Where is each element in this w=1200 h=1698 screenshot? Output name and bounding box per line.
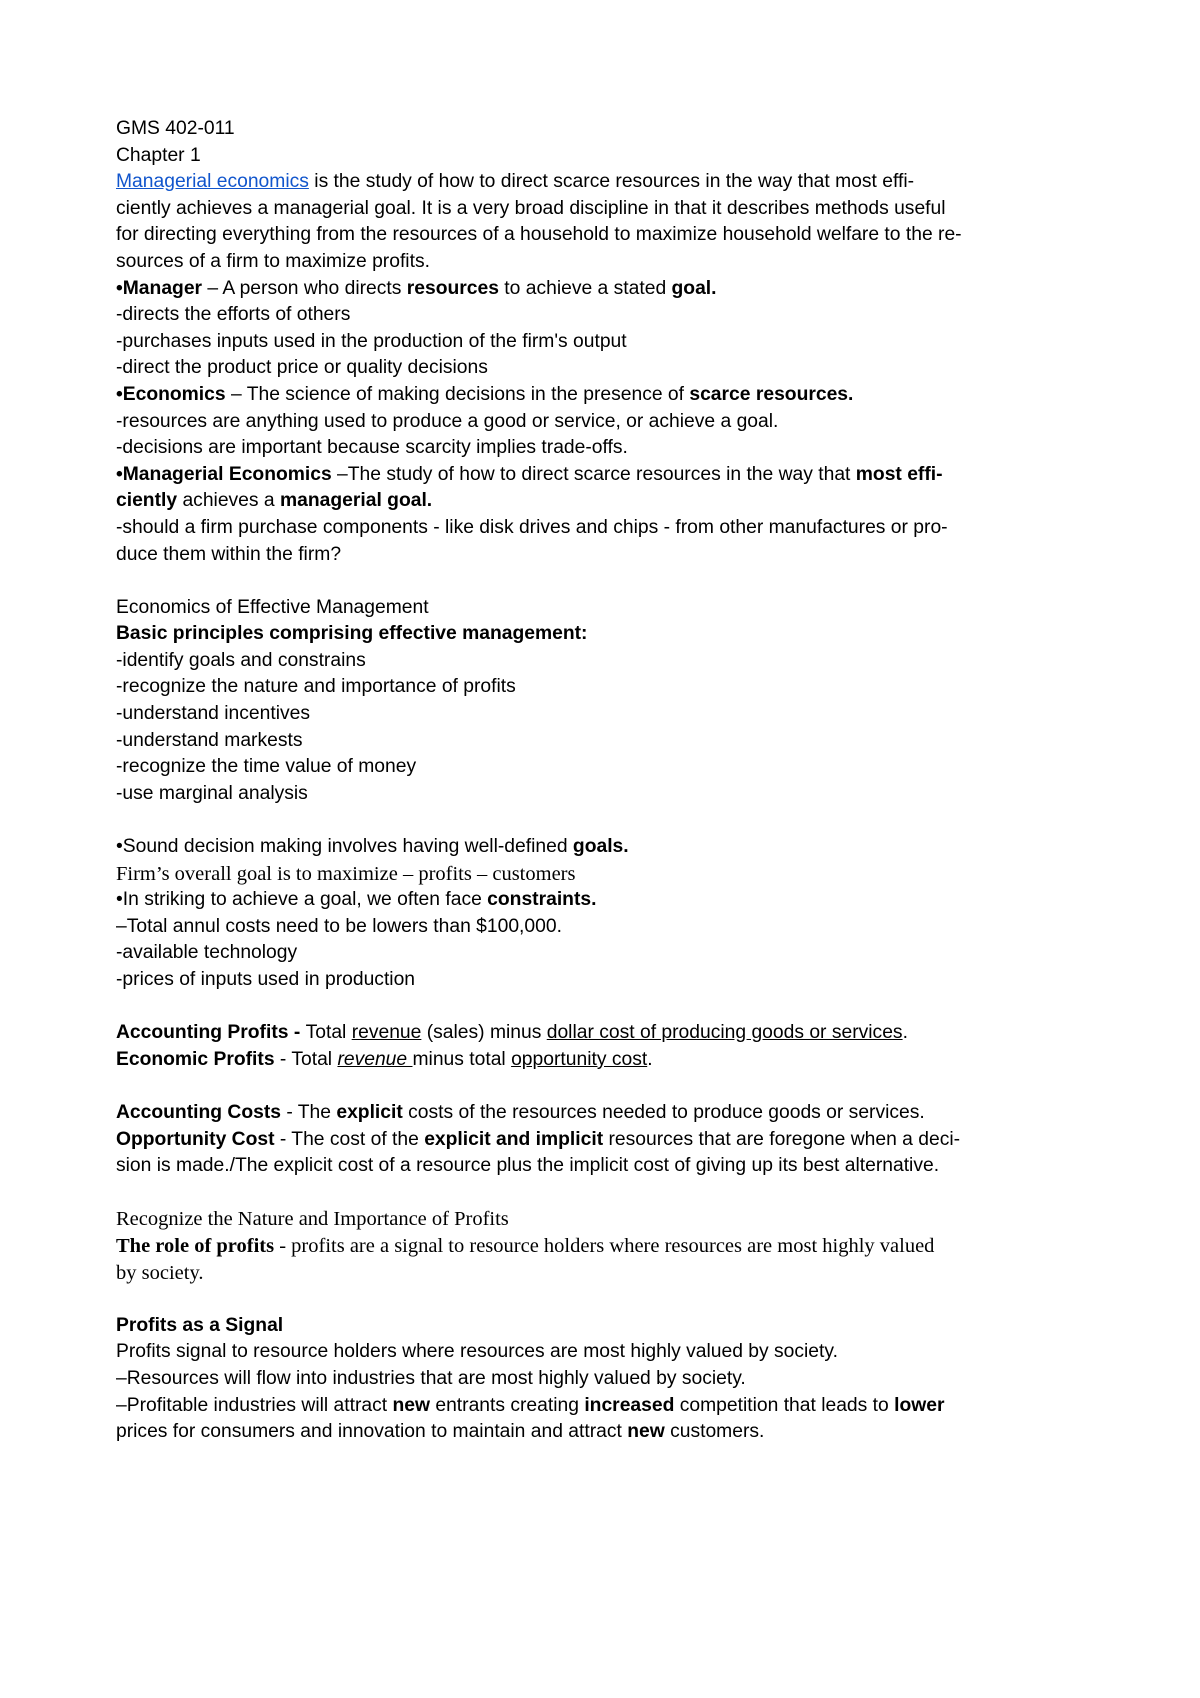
eco-text-a: - Total [274, 1048, 338, 1070]
signal-3c: competition that leads to [674, 1394, 895, 1416]
signal-4b: customers. [664, 1421, 765, 1443]
acc-dollar-cost: dollar cost of producing goods or services [546, 1022, 903, 1044]
effective-management-heading: Economics of Effective Management [116, 596, 429, 618]
intro-line-1 [116, 169, 1106, 196]
acc-costs-a: - The [280, 1101, 337, 1123]
signal-3b: entrants creating [429, 1394, 585, 1416]
role-of-profits-line [116, 1233, 1106, 1260]
signal-3a: –Profitable industries will attract [116, 1394, 393, 1416]
explicit-term: explicit [336, 1101, 403, 1123]
manager-def-1: – A person who directs [202, 277, 407, 299]
opportunity-cost-line [116, 1127, 1106, 1154]
achieves-text: achieves a [177, 490, 280, 512]
managerial-question-1: -should a firm purchase components - like disk drives and chips - from other manufactures or pro- [116, 516, 948, 538]
economics-item: -resources are anything used to produce a good or service, or achieve a goal. [116, 410, 779, 432]
manager-term: •Manager [116, 277, 203, 299]
goals-text: •Sound decision making involves having well-defined [116, 836, 573, 858]
constraints-term: constraints. [487, 889, 597, 911]
spacer [116, 994, 1106, 1021]
managerial-def: –The study of how to direct scarce resources in the way that [331, 463, 856, 485]
nature-profits-heading: Recognize the Nature and Importance of Profits [116, 1208, 509, 1231]
new-term: new [392, 1394, 430, 1416]
economics-definition [116, 382, 1106, 409]
managerial-economics-term: •Managerial Economics [116, 463, 332, 485]
scarce-resources-term: scarce resources. [689, 383, 854, 405]
constraint-item: –Total annul costs need to be lowers than $100,000. [116, 915, 562, 937]
signal-line-4 [116, 1419, 1106, 1446]
acc-text-b: (sales) minus [421, 1022, 547, 1044]
constraint-item: -available technology [116, 942, 298, 964]
profits-signal-heading: Profits as a Signal [116, 1314, 284, 1336]
accounting-profits-term: Accounting Profits - [116, 1022, 306, 1044]
acc-text-a: Total [305, 1022, 352, 1044]
increased-term: increased [584, 1394, 675, 1416]
goals-line [116, 834, 1106, 861]
eco-opportunity-cost: opportunity cost [511, 1048, 648, 1070]
accounting-profits-line [116, 1020, 1106, 1047]
manager-item: -directs the efforts of others [116, 304, 351, 326]
eco-text-b: minus total [412, 1048, 512, 1070]
economics-term: •Economics [116, 383, 226, 405]
constraints-text: •In striking to achieve a goal, we often face [116, 889, 488, 911]
explicit-implicit-term: explicit and implicit [424, 1128, 604, 1150]
spacer [116, 1073, 1106, 1100]
acc-costs-b: costs of the resources needed to produce goods or services. [402, 1101, 925, 1123]
acc-end: . [902, 1022, 908, 1044]
goal-term: goal. [671, 277, 717, 299]
most-efficiently-term: most effi- [855, 463, 943, 485]
managerial-question-2: duce them within the firm? [116, 543, 342, 565]
constraints-line [116, 887, 1106, 914]
principle-item: -recognize the time value of money [116, 756, 417, 778]
manager-definition [116, 276, 1106, 303]
lower-term: lower [894, 1394, 945, 1416]
role-of-profits-line-2: by society. [116, 1261, 204, 1284]
firm-goal-line: Firm’s overall goal is to maximize – profits – customers [116, 862, 576, 885]
intro-text-1: is the study of how to direct scarce resources in the way that most effi- [308, 171, 915, 193]
manager-item: -purchases inputs used in the production of the firm's output [116, 330, 627, 352]
goals-term: goals. [572, 836, 629, 858]
eco-end: . [647, 1048, 653, 1070]
managerial-economics-link[interactable]: Managerial economics [116, 171, 309, 193]
economics-item: -decisions are important because scarcity implies trade-offs. [116, 437, 628, 459]
signal-line-1: Profits signal to resource holders where resources are most highly valued by society. [116, 1341, 838, 1363]
principle-item: -identify goals and constrains [116, 649, 366, 671]
opp-text-b: resources that are foregone when a deci- [603, 1128, 961, 1150]
opportunity-cost-term: Opportunity Cost [116, 1128, 275, 1150]
signal-4a: prices for consumers and innovation to maintain and attract [116, 1421, 628, 1443]
intro-line-2: ciently achieves a managerial goal. It is a very broad discipline in that it describes methods useful [116, 197, 946, 219]
signal-line-3 [116, 1393, 1106, 1420]
new-term-2: new [627, 1421, 665, 1443]
managerial-goal-term: managerial goal. [280, 490, 433, 512]
manager-def-2: to achieve a stated [498, 277, 672, 299]
principle-item: -use marginal analysis [116, 782, 308, 804]
accounting-costs-line [116, 1100, 1106, 1127]
acc-revenue: revenue [351, 1022, 422, 1044]
opportunity-cost-line-2: sion is made./The explicit cost of a resource plus the implicit cost of giving up its best alternative. [116, 1155, 940, 1177]
chapter-title: Chapter 1 [116, 144, 201, 166]
spacer [116, 807, 1106, 834]
resources-term: resources [406, 277, 499, 299]
spacer [116, 1286, 1106, 1313]
spacer [116, 568, 1106, 595]
manager-item: -direct the product price or quality decisions [116, 357, 488, 379]
role-text-a: - profits are a signal to resource holders where resources are most highly valued [274, 1234, 935, 1257]
principle-item: -recognize the nature and importance of profits [116, 676, 516, 698]
intro-line-4: sources of a firm to maximize profits. [116, 250, 430, 272]
economics-def: – The science of making decisions in the presence of [225, 383, 690, 405]
accounting-costs-term: Accounting Costs [116, 1101, 281, 1123]
intro-line-3: for directing everything from the resources of a household to maximize household welfare to the re- [116, 224, 962, 246]
managerial-economics-definition-2 [116, 488, 1106, 515]
ciently-term: ciently [116, 490, 178, 512]
signal-line-2: –Resources will flow into industries that are most highly valued by society. [116, 1367, 746, 1389]
economic-profits-line [116, 1047, 1106, 1074]
spacer [116, 1180, 1106, 1207]
principle-item: -understand markests [116, 729, 303, 751]
opp-text-a: - The cost of the [274, 1128, 425, 1150]
principle-item: -understand incentives [116, 703, 310, 725]
economic-profits-term: Economic Profits [116, 1048, 275, 1070]
role-of-profits-term: The role of profits [116, 1234, 275, 1257]
eco-revenue: revenue [337, 1048, 413, 1070]
constraint-item: -prices of inputs used in production [116, 969, 416, 990]
course-code: GMS 402-011 [116, 118, 235, 139]
basic-principles-heading: Basic principles comprising effective management: [116, 623, 588, 645]
document-body [116, 116, 1106, 1446]
managerial-economics-definition [116, 462, 1106, 489]
